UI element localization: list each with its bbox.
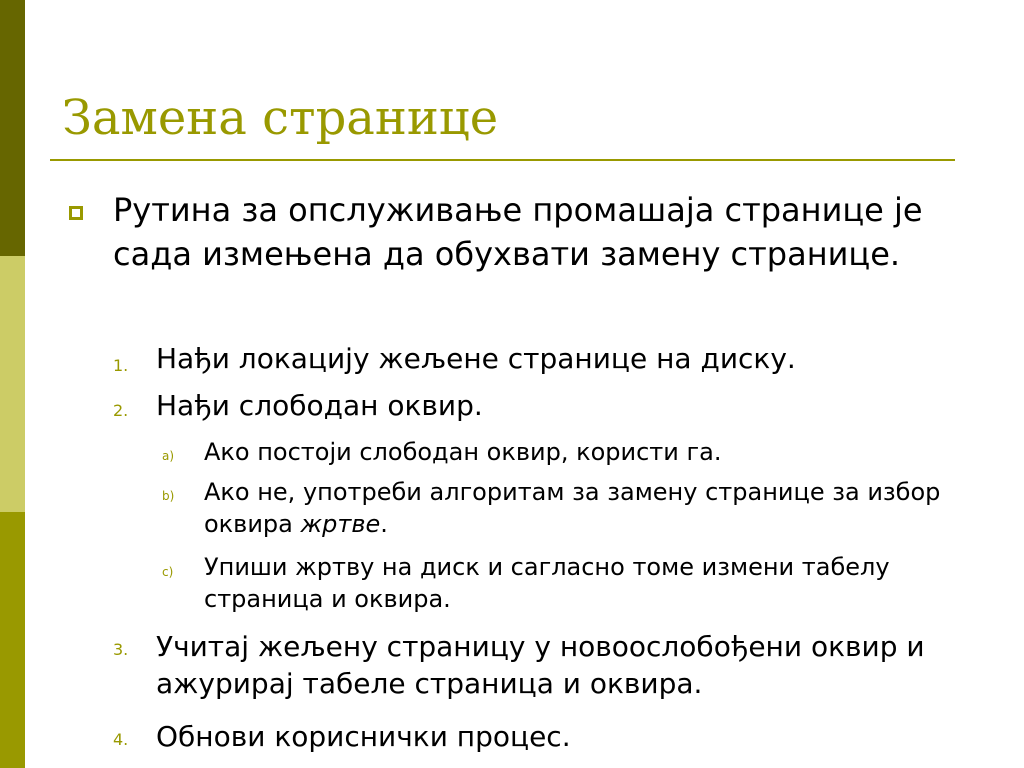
substep-letter: c) xyxy=(162,565,174,579)
substep-letter: b) xyxy=(162,489,175,503)
step-number: 3. xyxy=(113,640,129,659)
step-number: 1. xyxy=(113,356,129,375)
substep-item-text xyxy=(204,476,994,540)
substep-letter: a) xyxy=(162,449,175,463)
substep-item-text: Ако постоји слободан оквир, користи га. xyxy=(204,438,722,466)
substep-text-emphasis: жртве xyxy=(300,510,381,538)
step-item-text: Нађи локацију жељене странице на диску. xyxy=(156,342,796,375)
substep-text-plain: Ако не, употреби алгоритам за замену странице за избор оквира xyxy=(204,478,941,538)
square-bullet-icon xyxy=(69,206,83,220)
step-item-text: Обнови кориснички процес. xyxy=(156,720,571,753)
main-bullet-text: Рутина за опслуживање промашаја странице је сада измењена да обухвати замену странице. xyxy=(113,191,923,273)
substep-text-end: . xyxy=(380,510,388,538)
step-item-text: Учитај жељену страницу у новоослобођени оквир и ажурирај табеле страница и оквира. xyxy=(156,630,925,700)
step-number: 4. xyxy=(113,730,129,749)
step-number: 2. xyxy=(113,401,129,420)
substep-item-text: Упиши жртву на диск и сагласно томе измени табелу страница и оквира. xyxy=(204,553,890,613)
slide-title: Замена странице xyxy=(62,90,499,146)
step-item-text: Нађи слободан оквир. xyxy=(156,389,483,422)
